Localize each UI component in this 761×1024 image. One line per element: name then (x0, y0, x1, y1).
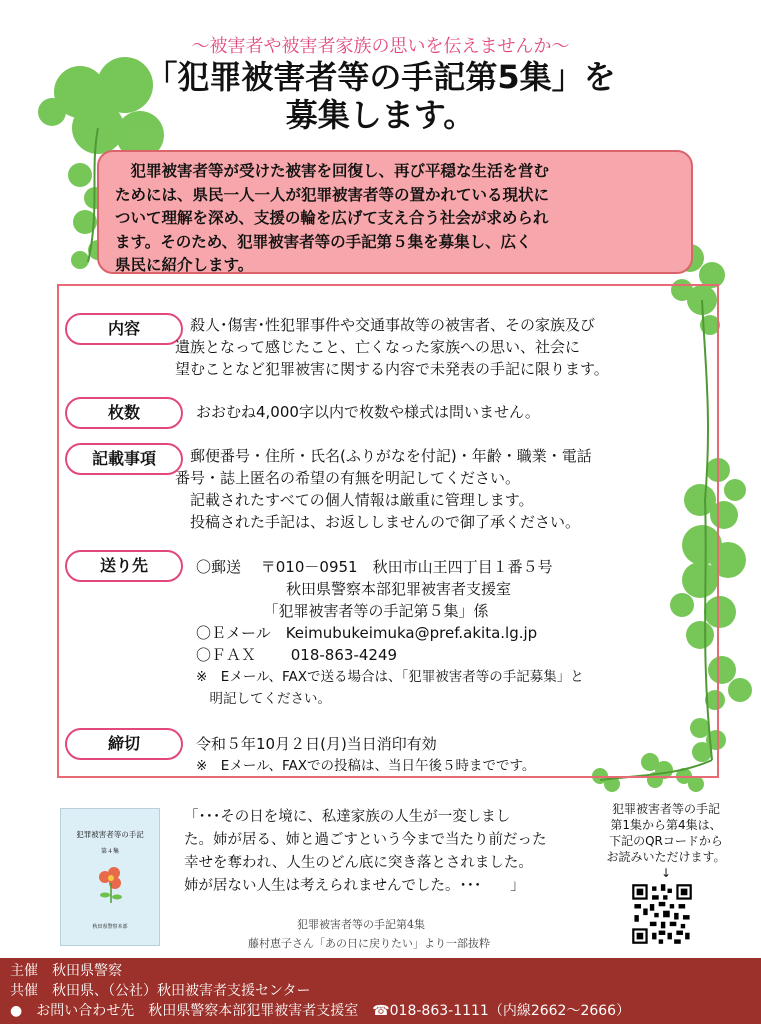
send-line: ※ Eメール、FAXで送る場合は、「犯罪被害者等の手記募集」と (196, 669, 584, 685)
footer-contact: ● お問い合わせ先 秋田県警察本部犯罪被害者支援室 ☎018-863-1111（内線2662～2666） (10, 1003, 631, 1019)
footer (0, 958, 761, 1024)
label-entry: 記載事項 (65, 443, 183, 475)
label-pages: 枚数 (65, 397, 183, 429)
entry-line: 投稿された手記は、お返ししませんので御了承ください。 (175, 513, 581, 531)
label-content: 内容 (65, 313, 183, 345)
title-line-2: 募集します。 (285, 96, 476, 134)
quote-line: 幸せを奪われ、人生のどん底に突き落とされました。 (184, 855, 533, 871)
entry-line: 番号・誌上匿名の希望の有無を明記してください。 (175, 469, 521, 487)
qr-note-arrow: ↓ (660, 866, 672, 880)
qr-note-line: 犯罪被害者等の手記 (611, 802, 720, 816)
intro-line: ついて理解を深め、支援の輪を広げて支え合う社会が求められ (115, 209, 549, 227)
entry-line: 記載されたすべての個人情報は厳重に管理します。 (175, 491, 534, 509)
intro-line: ためには、県民一人一人が犯罪被害者等の置かれている現状に (115, 185, 550, 204)
quote-text (184, 806, 584, 898)
content-line: 遺族となって感じたこと、亡くなった家族への思い、社会に (175, 338, 581, 356)
book-cover-image (60, 808, 160, 946)
qr-note-line: 第1集から第4集は、 (610, 818, 722, 832)
intro-line: 県民に紹介します。 (115, 256, 254, 274)
content-line: 望むことなど犯罪被害に関する内容で未発表の手記に限ります。 (175, 360, 609, 378)
intro-box (97, 150, 693, 274)
deadline-line: 令和５年10月２日(月)当日消印有効 (196, 735, 437, 753)
content-line: 殺人･傷害･性犯罪事件や交通事故等の被害者、その家族及び (175, 316, 596, 334)
book-volume: 第４集 (100, 848, 119, 855)
deadline-line: ※ Eメール、FAXでの投稿は、当日午後５時までです。 (196, 758, 536, 774)
book-publisher: 秋田県警察本部 (92, 924, 128, 930)
qr-note-line: 下記のQRコードから (609, 834, 723, 848)
caption-line-2: 藤村恵子さん「あの日に戻りたい」より一部抜粋 (248, 937, 490, 950)
label-deadline: 締切 (65, 728, 183, 760)
book-title: 犯罪被害者等の手記 (76, 830, 144, 839)
pages-text (196, 401, 540, 423)
qr-code-icon[interactable] (630, 882, 694, 946)
entry-text (175, 445, 592, 533)
intro-line: 犯罪被害者等が受けた被害を回復し、再び平穏な生活を営む (115, 162, 550, 180)
title-line-1: 「犯罪被害者等の手記第5集」を (145, 58, 616, 96)
send-line: 〇Ｅメール Keimubukeimuka@pref.akita.lg.jp (196, 624, 538, 642)
qr-note-line: お読みいただけます。 (606, 850, 726, 864)
entry-line: 郵便番号・住所・氏名(ふりがなを付記)・年齢・職業・電話 (175, 447, 592, 465)
send-line: 〇ＦＡＸ 018-863-4249 (196, 646, 398, 664)
quote-line: 姉が居ない人生は考えられませんでした。･･･ 」 (184, 878, 525, 894)
send-line: 「犯罪被害者等の手記第５集」係 (196, 602, 489, 620)
quote-line: 「･･･その日を境に、私達家族の人生が一変しまし (184, 809, 511, 825)
subtitle: ～被害者や被害者家族の思いを伝えませんか～ (191, 36, 570, 57)
send-line: 〇郵送 〒010－0951 秋田市山王四丁目１番５号 (196, 558, 553, 576)
pages-line: おおむね4,000字以内で枚数や様式は問いません。 (196, 403, 540, 421)
send-line: 明記してください。 (196, 691, 331, 707)
content-text (175, 314, 609, 380)
caption-line-1: 犯罪被害者等の手記第4集 (297, 918, 425, 931)
send-line: 秋田県警察本部犯罪被害者支援室 (196, 580, 512, 598)
flower-icon (61, 855, 159, 905)
footer-host: 主催 秋田県警察 (10, 963, 122, 979)
page-title (0, 58, 761, 134)
footer-cohost: 共催 秋田県、（公社）秋田被害者支援センター (10, 983, 311, 999)
deadline-text (196, 733, 535, 777)
intro-line: ます。そのため、犯罪被害者等の手記第５集を募集し、広く (115, 232, 532, 251)
quote-line: た。姉が居る、姉と過ごすという今まで当たり前だった (184, 832, 547, 848)
send-text (196, 556, 584, 710)
qr-note (586, 801, 746, 881)
label-send: 送り先 (65, 550, 183, 582)
